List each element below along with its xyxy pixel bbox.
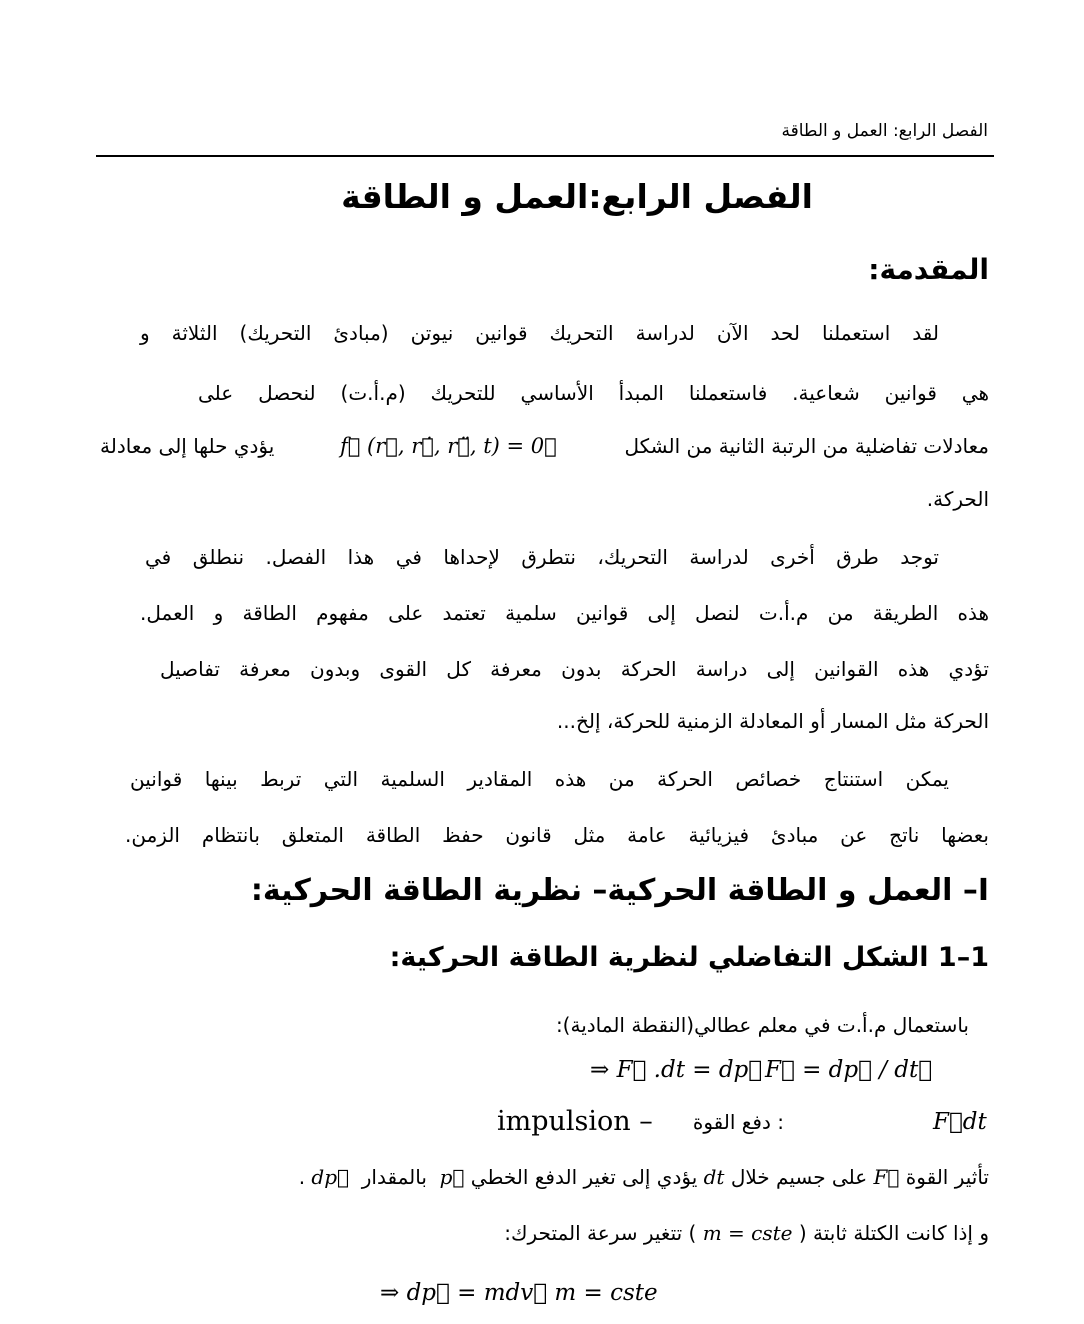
running-header: الفصل الرابع: العمل و الطاقة <box>781 121 988 141</box>
intro-line-4: الحركة. <box>926 487 989 511</box>
using-line: باستعمال م.أ.ت في معلم عطالي(النقطة المادية): <box>555 1013 969 1037</box>
effect-text-1: تأثير القوة <box>905 1165 989 1189</box>
equation-1-left: ⇒ F⃗ .dt = dp⃗ <box>590 1057 763 1083</box>
header-rule <box>96 155 994 157</box>
chapter-title: الفصل الرابع:العمل و الطاقة <box>341 177 813 216</box>
mass-line <box>504 1216 989 1250</box>
section-1-heading: I– العمل و الطاقة الحركية– نظرية الطاقة الحركية: <box>250 873 989 908</box>
para2-line-3: تؤدي هذه القوانين إلى دراسة الحركة بدون معرفة كل القوى وبدون معرفة تفاصيل <box>160 657 989 681</box>
subsection-1-1-heading: 1–1 الشكل التفاضلي لنظرية الطاقة الحركية: <box>389 942 989 973</box>
impulse-arabic: : دفع القوة <box>692 1110 784 1134</box>
effect-math-force: F⃗ <box>873 1165 900 1189</box>
para2-line-1: توجد طرق أخرى لدراسة التحريك، نتطرق لإحداها في هذا الفصل. ننطلق في <box>145 545 939 569</box>
effect-math-dt: dt <box>703 1165 725 1189</box>
para2-line-4: الحركة مثل المسار أو المعادلة الزمنية للحركة، إلخ... <box>556 709 989 733</box>
intro-line-3-math: f⃗ (r⃗, r⃗̇, r⃗̈, t) = 0⃗ <box>340 434 557 458</box>
para3-line-1: يمكن استنتاج خصائص الحركة من هذه المقادير السلمية التي تربط بينها قوانين <box>130 767 949 791</box>
intro-heading: المقدمة: <box>868 253 989 286</box>
impulse-word: impulsion – <box>497 1106 653 1137</box>
effect-math-dp: dp⃗ <box>311 1165 350 1189</box>
effect-line <box>299 1160 989 1194</box>
mass-math: m = cste <box>702 1221 793 1245</box>
effect-text-2: على جسيم خلال <box>730 1165 868 1189</box>
mass-text-1: و إذا كانت الكتلة ثابتة ( <box>798 1221 989 1245</box>
intro-line-3-end: يؤدي حلها إلى معادلة <box>100 434 275 458</box>
intro-line-2: هي قوانين شعاعية. فاستعملنا المبدأ الأساسي للتحريك (م.أ.ت) لنحصل على <box>198 381 989 405</box>
effect-text-4: بالمقدار <box>361 1165 427 1189</box>
effect-math-p: p⃗ <box>439 1165 465 1189</box>
intro-line-3-start: معادلات تفاضلية من الرتبة الثانية من الشكل <box>624 434 989 458</box>
para2-line-2: هذه الطريقة من م.أ.ت لنصل إلى قوانين سلمية تعتمد على مفهوم الطاقة و العمل. <box>140 601 989 625</box>
intro-line-1: لقد استعملنا لحد الآن لدراسة التحريك قوانين نيوتن (مبادئ التحريك) الثلاثة و <box>140 321 939 345</box>
effect-text-3: يؤدي إلى تغير الدفع الخطي <box>470 1165 698 1189</box>
equation-1-right: F⃗ = dp⃗ / dt⃗ <box>765 1057 933 1083</box>
effect-text-5: . <box>298 1165 306 1189</box>
para3-line-2: بعضها ناتج عن مبادئ فيزيائية عامة مثل قانون حفظ الطاقة المتعلق بانتظام الزمن. <box>125 823 989 847</box>
impulse-math: F⃗dt <box>933 1109 987 1135</box>
mass-text-2: ) تتغير سرعة المتحرك: <box>504 1221 697 1245</box>
equation-2: ⇒ dp⃗ = mdv⃗ m = cste <box>380 1280 658 1306</box>
